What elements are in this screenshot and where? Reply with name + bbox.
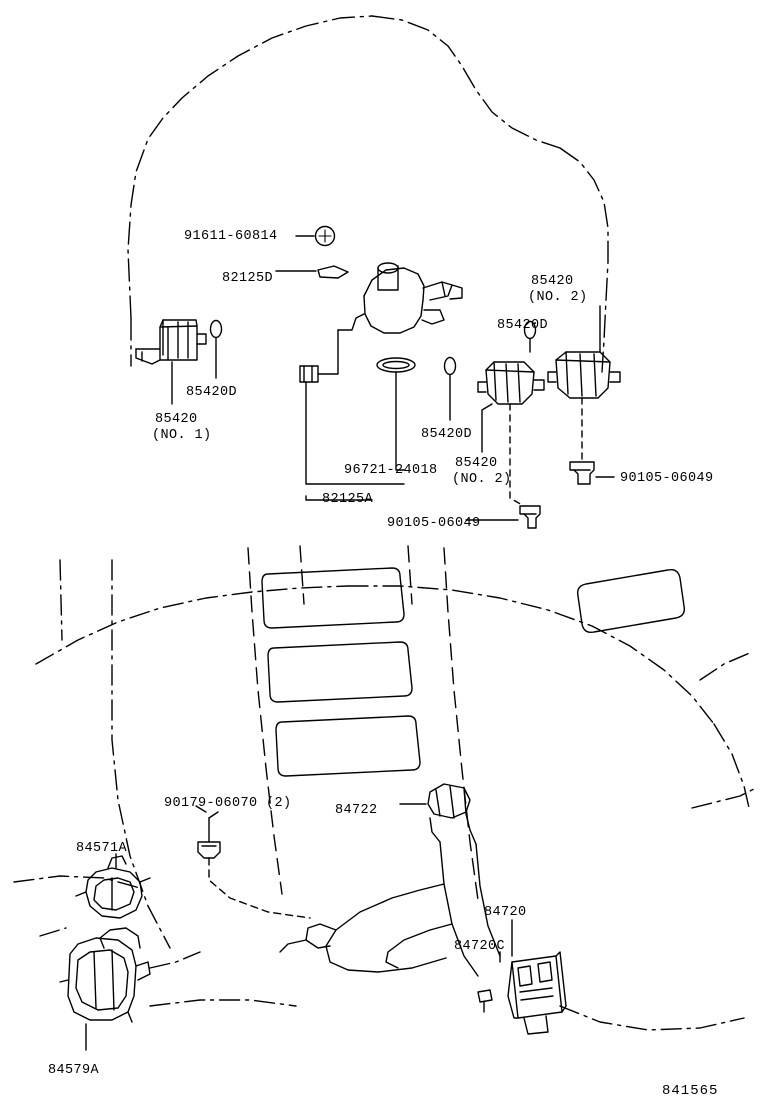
part-label-91611-60814: 91611-60814: [184, 229, 278, 244]
part-label-84722: 84722: [335, 803, 378, 818]
part-label-90179-06070: 90179-06070 (2): [164, 796, 292, 811]
part-label-90105-06049-center: 90105-06049: [387, 516, 481, 531]
part-label-84720C: 84720C: [454, 939, 506, 954]
part-label-85420-no2-center: 85420: [455, 456, 498, 471]
part-label-84579A: 84579A: [48, 1063, 100, 1078]
part-label-82125A: 82125A: [322, 492, 374, 507]
part-label-85420-no2-right: 85420: [531, 274, 574, 289]
part-label-85420-no2-right-note: (NO. 2): [528, 290, 588, 305]
part-label-85420-no1: 85420: [155, 412, 198, 427]
part-label-84720: 84720: [484, 905, 527, 920]
part-label-90105-06049-right: 90105-06049: [620, 471, 714, 486]
part-label-84571A: 84571A: [76, 841, 128, 856]
part-label-85420D-left: 85420D: [186, 385, 238, 400]
part-label-85420-no2-center-note: (NO. 2): [452, 472, 512, 487]
part-label-82125D: 82125D: [222, 271, 274, 286]
part-label-85420D-center: 85420D: [421, 427, 473, 442]
part-label-85420-no1-note: (NO. 1): [152, 428, 212, 443]
sheet-number: 841565: [662, 1083, 719, 1099]
part-label-96721-24018: 96721-24018: [344, 463, 438, 478]
part-label-85420D-right: 85420D: [497, 318, 549, 333]
